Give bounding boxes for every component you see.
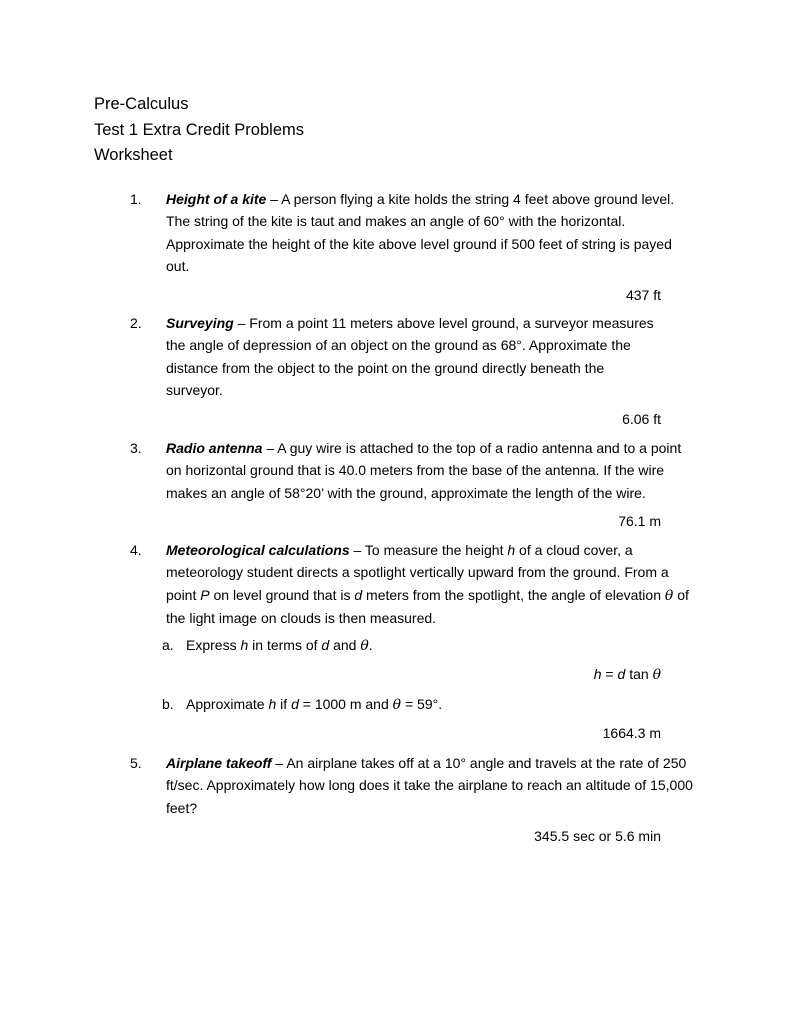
- subpart-letter: b.: [162, 696, 174, 712]
- variable-d: d: [291, 696, 299, 712]
- variable-h: h: [240, 637, 249, 653]
- variable-theta: θ: [360, 638, 369, 654]
- variable-theta: θ: [652, 667, 661, 683]
- problem-text: [166, 752, 696, 819]
- problem-number: 4.: [130, 542, 142, 558]
- text: in terms of: [248, 637, 322, 653]
- problem-title: Airplane takeoff: [166, 755, 272, 771]
- problem-number: 1.: [130, 191, 142, 207]
- problem-text: [166, 312, 656, 401]
- problem-body: – An airplane takes off at a 10° angle and travels at the rate of 250 ft/sec. Approximately how long does it take the airplane to reach an altitude of 15,000 feet?: [166, 755, 693, 816]
- problem-text: [166, 539, 696, 629]
- problem-body: – To measure the height: [349, 542, 508, 558]
- problem-answer: 76.1 m: [618, 513, 661, 529]
- subpart-text: [186, 693, 442, 716]
- problem-text: [166, 188, 696, 277]
- problem-body: – A guy wire is attached to the top of a radio antenna and to a point on horizontal ground that is 40.0 meters from the base of the antenna. If the wire makes an angle of 58°20’ with the ground, approximate the length of the wire.: [166, 440, 682, 501]
- text: =: [601, 666, 618, 682]
- problem-number: 3.: [130, 440, 142, 456]
- variable-h: h: [268, 696, 277, 712]
- problem-number: 2.: [130, 315, 142, 331]
- variable-d: d: [354, 586, 363, 603]
- problem-answer: 6.06 ft: [622, 411, 661, 427]
- problem-number: 5.: [130, 755, 142, 771]
- subpart-text: [186, 634, 373, 657]
- text: .: [368, 637, 373, 653]
- problem-answer: 345.5 sec or 5.6 min: [534, 828, 661, 844]
- problem-body: of the light image on clouds is then measured.: [166, 586, 689, 626]
- text: and: [329, 637, 361, 653]
- text: = 1000 m and: [298, 696, 393, 712]
- subpart-answer: 1664.3 m: [602, 725, 661, 741]
- test-title: Test 1 Extra Credit Problems: [94, 120, 304, 139]
- variable-d: d: [617, 666, 626, 682]
- document-header: [94, 92, 304, 169]
- text: tan: [625, 666, 653, 682]
- problem-answer: 437 ft: [625, 287, 661, 303]
- course-title: Pre-Calculus: [94, 95, 189, 113]
- problem-body: of a cloud cover, a meteorology student directs a spotlight vertically upward from the ground. From a point: [166, 542, 669, 603]
- variable-theta: θ: [664, 587, 674, 604]
- variable-p: P: [200, 586, 210, 603]
- variable-theta: θ: [392, 697, 402, 713]
- subpart-answer: [594, 663, 661, 686]
- problem-title: Surveying: [166, 315, 234, 331]
- problem-body: on level ground that is: [209, 586, 355, 603]
- problem-title: Meteorological calculations: [166, 542, 350, 558]
- text: = 59°.: [401, 696, 443, 712]
- problem-body: meters from the spotlight, the angle of elevation: [362, 586, 665, 603]
- problem-title: Height of a kite: [166, 191, 267, 207]
- text: Approximate: [186, 696, 269, 712]
- problem-body: – A person flying a kite holds the string 4 feet above ground level. The string of the kite is taut and makes an angle of 60° with the horizontal. Approximate the height of the kite above level ground if 500 feet of string is payed out.: [166, 191, 675, 274]
- text: Express: [186, 637, 241, 653]
- variable-h: h: [507, 542, 516, 558]
- subpart-letter: a.: [162, 637, 174, 653]
- text: if: [276, 696, 292, 712]
- problem-title: Radio antenna: [166, 440, 263, 456]
- variable-h: h: [593, 666, 602, 682]
- variable-d: d: [321, 637, 330, 653]
- problem-body: – From a point 11 meters above level ground, a surveyor measures the angle of depression of an object on the ground as 68°. Approximate the distance from the object to the point on the ground directly beneath the surveyor.: [166, 315, 654, 398]
- problem-text: [166, 437, 696, 504]
- worksheet-title: Worksheet: [94, 146, 173, 164]
